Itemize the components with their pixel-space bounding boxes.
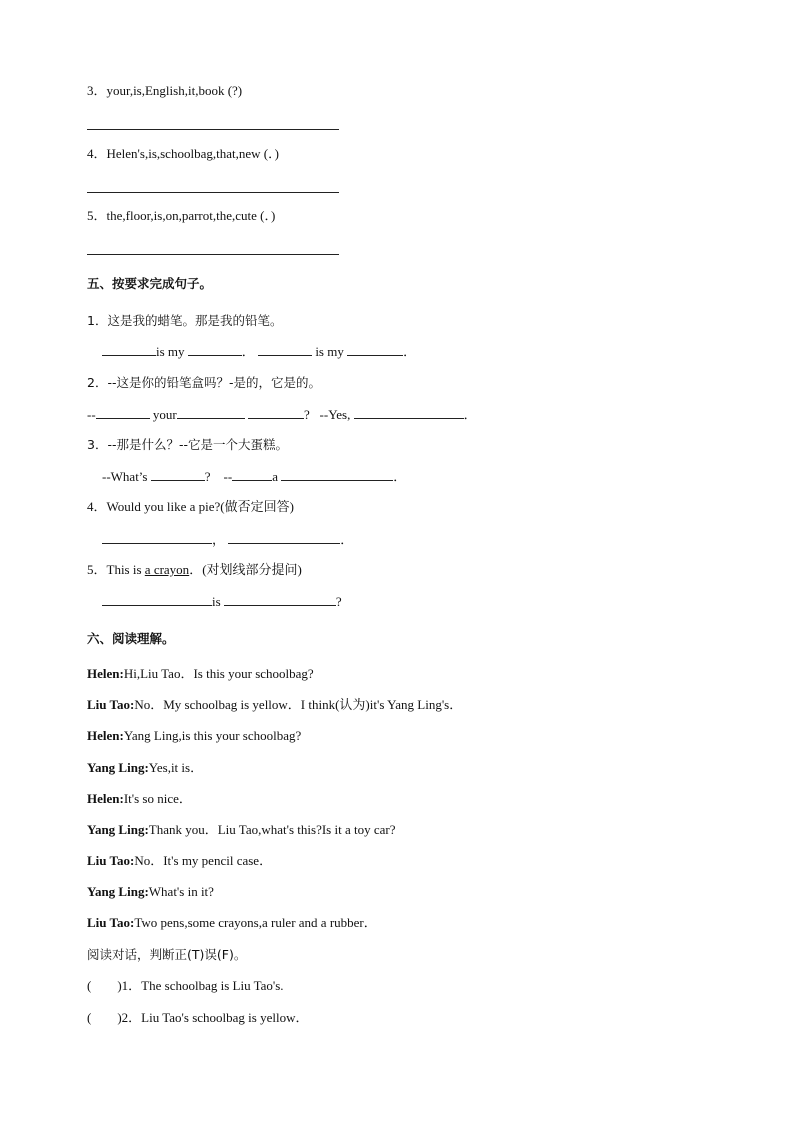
q4-prompt: 4．Would you like a pie?(做否定回答) [87, 499, 294, 514]
underlined-phrase: a crayon [144, 562, 190, 577]
dialogue-line: Helen:Yang Ling,is this your schoolbag? [87, 728, 302, 743]
blank[interactable] [102, 594, 212, 606]
speaker: Liu Tao: [87, 853, 135, 868]
blank[interactable] [248, 407, 304, 419]
blank[interactable] [188, 344, 242, 356]
speaker: Yang Ling: [87, 884, 149, 899]
answer-line[interactable] [87, 129, 339, 130]
q5-answer: is ? [102, 594, 342, 610]
dialogue-line: Liu Tao:Two pens,some crayons,a ruler and a rubber． [87, 915, 377, 930]
tf-instruction: 阅读对话，判断正(T)误(F)。 [87, 947, 247, 962]
section6-title: 六、阅读理解。 [87, 631, 175, 646]
item-number: 4． [87, 146, 107, 161]
blank[interactable] [228, 532, 340, 544]
blank[interactable] [151, 469, 205, 481]
speaker: Helen: [87, 728, 124, 743]
blank[interactable] [224, 594, 336, 606]
blank[interactable] [354, 407, 464, 419]
dialogue-line: Liu Tao:No．My schoolbag is yellow．I think(认为)it's Yang Ling's． [87, 697, 463, 712]
blank[interactable] [347, 344, 403, 356]
q5-prompt: 5．This is a crayon．(对划线部分提问) [87, 562, 302, 577]
q1-answer: is my ． is my ． [102, 344, 416, 360]
dialogue-line: Yang Ling:What's in it? [87, 884, 214, 899]
dialogue-line: Helen:Hi,Liu Tao．Is this your schoolbag? [87, 666, 314, 681]
q2-prompt: 2．--这是你的铅笔盒吗？-是的，它是的。 [87, 375, 321, 390]
q2-answer: -- your ? --Yes, ． [87, 407, 477, 422]
blank[interactable] [258, 344, 312, 356]
item-words: the,floor,is,on,parrot,the,cute (．) [106, 208, 276, 223]
speaker: Yang Ling: [87, 760, 149, 775]
item-words: Helen's,is,schoolbag,that,new (．) [106, 146, 279, 161]
speaker: Helen: [87, 791, 124, 806]
q3-answer: --What’s ? -- a ． [102, 469, 407, 484]
answer-line[interactable] [87, 192, 339, 193]
blank[interactable] [177, 407, 245, 419]
item-words: your,is,English,it,book (?) [106, 83, 243, 98]
dialogue-line: Helen:It's so nice． [87, 791, 192, 806]
answer-paren[interactable]: ( )1． [87, 978, 142, 993]
blank[interactable] [232, 469, 272, 481]
reorder-item-3 [87, 83, 242, 99]
q4-answer: ， ． [102, 532, 353, 548]
q1-prompt: 1．这是我的蜡笔。那是我的铅笔。 [87, 313, 283, 328]
tf-item-2[interactable]: ( )2．Liu Tao's schoolbag is yellow． [87, 1010, 309, 1025]
dialogue-line: Liu Tao:No．It's my pencil case． [87, 853, 273, 868]
blank[interactable] [281, 469, 393, 481]
reorder-item-5 [87, 208, 275, 224]
speaker: Liu Tao: [87, 697, 135, 712]
blank[interactable] [96, 407, 150, 419]
speaker: Yang Ling: [87, 822, 149, 837]
reorder-item-4 [87, 146, 279, 162]
speaker: Liu Tao: [87, 915, 135, 930]
item-number: 3． [87, 83, 107, 98]
q3-prompt: 3．--那是什么？--它是一个大蛋糕。 [87, 437, 288, 452]
blank[interactable] [102, 344, 156, 356]
blank[interactable] [102, 532, 212, 544]
tf-item-1[interactable]: ( )1．The schoolbag is Liu Tao's. [87, 978, 284, 993]
dialogue-line: Yang Ling:Yes,it is． [87, 760, 204, 775]
speaker: Helen: [87, 666, 124, 681]
dialogue-line: Yang Ling:Thank you．Liu Tao,what's this?Is it a toy car? [87, 822, 396, 837]
answer-line[interactable] [87, 254, 339, 255]
answer-paren[interactable]: ( )2． [87, 1010, 142, 1025]
item-number: 5． [87, 208, 107, 223]
section5-title: 五、按要求完成句子。 [87, 276, 213, 291]
